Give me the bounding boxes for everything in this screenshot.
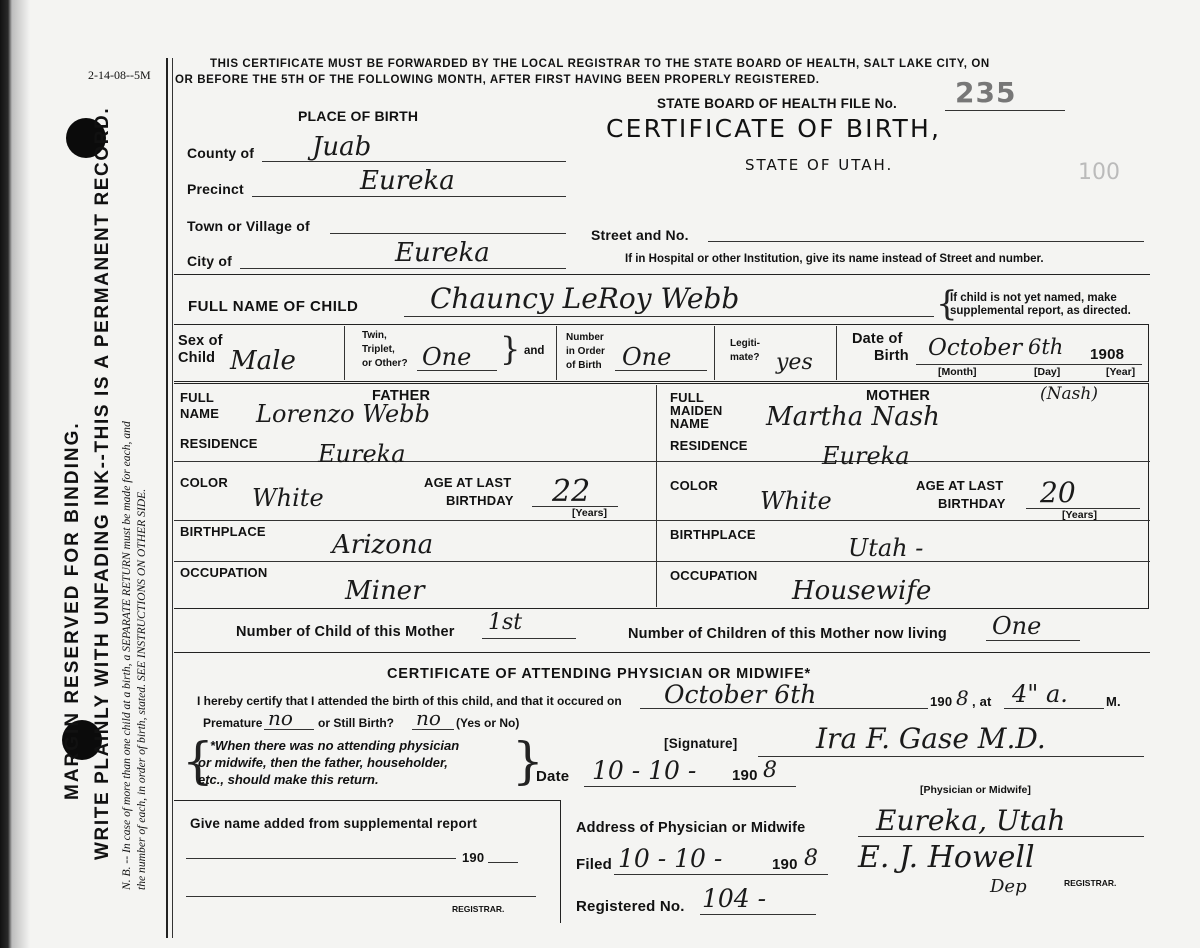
county-value: Juab	[312, 132, 372, 162]
margin-note-line2: the number of each, in order of birth, stated. SEE INSTRUCTIONS ON OTHER SIDE.	[135, 488, 148, 890]
still-birth-value: no	[416, 706, 441, 730]
supplemental-line-2	[186, 896, 536, 897]
filed-date: 10 - 10 -	[618, 844, 723, 873]
city-label: City of	[187, 253, 232, 269]
father-birthplace-value: Arizona	[332, 530, 434, 560]
county-line	[262, 161, 566, 162]
father-occupation-label: OCCUPATION	[180, 565, 268, 580]
registered-no-line	[700, 914, 816, 915]
mother-occupation-label: OCCUPATION	[670, 568, 758, 583]
sex-label-2: Child	[178, 350, 216, 366]
dob-label-2: Birth	[874, 348, 909, 364]
margin-binding-text: WRITE PLAINLY WITH UNFADING INK--THIS IS A PERMANENT RECORD.	[92, 106, 113, 860]
mother-years-label: [Years]	[1062, 509, 1098, 521]
father-age-label-2: BIRTHDAY	[446, 493, 514, 508]
physician-birth-date: October 6th	[664, 680, 817, 709]
mother-name-label-2: MAIDEN	[670, 403, 723, 418]
father-birthplace-label: BIRTHPLACE	[180, 524, 266, 539]
cert-date-value: 10 - 10 -	[592, 756, 697, 785]
filed-label: Filed	[576, 856, 613, 873]
street-label: Street and No.	[591, 227, 689, 243]
mother-birthplace-label: BIRTHPLACE	[670, 527, 756, 542]
order-label-3: of Birth	[566, 360, 602, 371]
father-age-value: 22	[552, 474, 591, 509]
physician-year-prefix: 190	[930, 694, 953, 709]
form-left-border-inner	[172, 58, 173, 938]
file-number-line	[945, 110, 1065, 111]
section-divider-name	[174, 274, 1150, 275]
father-color-label: COLOR	[180, 475, 228, 490]
header-notice-line1: THIS CERTIFICATE MUST BE FORWARDED BY THE LOCAL REGISTRAR TO THE STATE BOARD OF HEALTH, SALT LAKE CITY, ON	[210, 58, 990, 70]
order-value: One	[622, 343, 672, 371]
page-edge-shadow	[0, 0, 30, 948]
physician-note-line3: etc., should make this return.	[198, 772, 379, 787]
father-name-label-1: FULL	[180, 390, 215, 405]
registered-no-value: 104 -	[702, 884, 767, 913]
mother-birthplace-value: Utah -	[848, 534, 924, 562]
county-label: County of	[187, 145, 255, 161]
unnamed-note-line1: If child is not yet named, make	[950, 292, 1117, 304]
header-notice-line2: OR BEFORE THE 5TH OF THE FOLLOWING MONTH, AFTER FIRST HAVING BEEN PROPERLY REGISTERED.	[175, 74, 820, 86]
supplemental-registrar-label: REGISTRAR.	[452, 904, 505, 914]
file-number: 235	[955, 76, 1017, 109]
parents-row-line-3	[174, 561, 1150, 562]
twin-label-3: or Other?	[362, 358, 408, 369]
place-of-birth-heading: PLACE OF BIRTH	[298, 108, 419, 124]
premature-value: no	[268, 706, 293, 730]
sex-label-1: Sex of	[178, 333, 223, 349]
dob-year: 1908	[1090, 346, 1125, 363]
mother-age-value: 20	[1040, 476, 1076, 509]
dob-day-label: [Day]	[1034, 366, 1061, 378]
twin-line	[417, 370, 497, 371]
precinct-label: Precinct	[187, 181, 244, 197]
twin-label-2: Triplet,	[362, 344, 395, 355]
filed-date-line	[614, 874, 828, 875]
supplemental-year-line	[488, 862, 518, 863]
parents-row-line-2	[174, 520, 1150, 521]
child-number-label: Number of Child of this Mother	[236, 624, 455, 640]
and-label: and	[524, 345, 545, 357]
physician-at-label: , at	[972, 694, 992, 709]
physician-or-midwife-label: [Physician or Midwife]	[920, 784, 1031, 796]
father-color-value: White	[252, 484, 324, 512]
child-divider-4	[836, 326, 837, 380]
sex-value: Male	[230, 346, 296, 376]
supplemental-year-prefix: 190	[462, 850, 485, 865]
cert-date-line	[584, 786, 796, 787]
legit-label-2: mate?	[730, 352, 760, 363]
note-brace-left: {	[182, 732, 214, 790]
mother-residence-value: Eureka	[822, 442, 910, 470]
mother-age-label-1: AGE AT LAST	[916, 478, 1004, 493]
physician-certify-text: I hereby certify that I attended the birth of this child, and that it occured on	[197, 694, 622, 708]
twin-brace: }	[500, 330, 521, 368]
father-occupation-value: Miner	[345, 576, 425, 606]
father-age-label-1: AGE AT LAST	[424, 475, 512, 490]
yes-no-label: (Yes or No)	[456, 716, 520, 730]
cert-date-label: Date	[536, 768, 570, 785]
supplemental-heading: Give name added from supplemental report	[190, 816, 478, 831]
dob-month: October	[928, 335, 1023, 361]
father-name-value: Lorenzo Webb	[256, 400, 430, 428]
father-name-label-2: NAME	[180, 406, 220, 421]
dob-day: 6th	[1028, 335, 1064, 359]
child-number-line	[482, 638, 576, 639]
registrar-signature: E. J. Howell	[858, 840, 1035, 875]
registrar-dep: Dep	[990, 876, 1027, 897]
physician-m-label: M.	[1106, 694, 1121, 709]
order-label-2: in Order	[566, 346, 605, 357]
twin-value: One	[422, 343, 472, 371]
note-brace-right: }	[512, 732, 544, 790]
physician-address-label: Address of Physician or Midwife	[576, 820, 806, 836]
city-line	[240, 268, 566, 269]
mother-name-value: Martha Nash	[766, 402, 940, 432]
file-label: STATE BOARD OF HEALTH FILE No.	[657, 96, 897, 111]
order-line	[615, 370, 707, 371]
physician-heading: CERTIFICATE OF ATTENDING PHYSICIAN OR MIDWIFE*	[387, 666, 811, 682]
child-divider-1	[344, 326, 345, 380]
mother-occupation-value: Housewife	[792, 576, 932, 606]
children-living-line	[986, 640, 1080, 641]
premature-label: Premature	[203, 716, 263, 730]
father-heading: FATHER	[372, 388, 431, 404]
corner-note: 100	[1078, 160, 1120, 185]
mother-name-label-3: NAME	[670, 416, 710, 431]
unnamed-brace: {	[936, 284, 958, 324]
hospital-note: If in Hospital or other Institution, give its name instead of Street and number.	[625, 253, 1044, 265]
cert-year-prefix: 190	[732, 767, 758, 784]
legit-label-1: Legiti-	[730, 338, 760, 349]
children-living-label: Number of Children of this Mother now living	[628, 626, 947, 642]
mother-name-label-1: FULL	[670, 390, 705, 405]
physician-address-value: Eureka, Utah	[876, 804, 1066, 837]
filed-year-prefix: 190	[772, 856, 798, 873]
child-name-value: Chauncy LeRoy Webb	[430, 282, 740, 315]
premature-line	[264, 729, 314, 730]
father-residence-label: RESIDENCE	[180, 436, 258, 451]
child-divider-3	[714, 326, 715, 380]
signature-label: [Signature]	[664, 736, 738, 751]
registered-no-label: Registered No.	[576, 898, 685, 915]
child-name-line	[404, 316, 934, 317]
precinct-line	[252, 196, 566, 197]
legit-value: yes	[776, 350, 813, 375]
order-label-1: Number	[566, 332, 604, 343]
twin-label-1: Twin,	[362, 330, 387, 341]
dob-year-label: [Year]	[1106, 366, 1136, 378]
mother-name-note: (Nash)	[1040, 384, 1098, 404]
physician-time-line	[1004, 708, 1104, 709]
form-left-border	[166, 58, 168, 938]
section-divider-physician	[174, 652, 1150, 653]
father-years-label: [Years]	[572, 507, 608, 519]
mother-age-label-2: BIRTHDAY	[938, 496, 1006, 511]
child-name-label: FULL NAME OF CHILD	[188, 298, 359, 315]
physician-year-suffix: 8	[956, 686, 969, 710]
mother-color-value: White	[760, 487, 832, 515]
margin-note-line1: N. B. -- In case of more than one child at a birth, a SEPARATE RETURN must be made for each, and	[120, 421, 133, 890]
mother-color-label: COLOR	[670, 478, 718, 493]
still-birth-line	[412, 729, 454, 730]
filed-year-suffix: 8	[804, 846, 818, 871]
dob-line	[916, 364, 1142, 365]
child-number-value: 1st	[488, 610, 523, 635]
margin-reserved-text: MARGIN RESERVED FOR BINDING.	[62, 421, 83, 800]
town-label: Town or Village of	[187, 218, 310, 234]
physician-address-line	[858, 836, 1144, 837]
dob-label-1: Date of	[852, 331, 903, 347]
precinct-value: Eureka	[360, 166, 455, 196]
child-divider-2	[556, 326, 557, 380]
father-residence-value: Eureka	[318, 440, 406, 468]
physician-note-line2: or midwife, then the father, householder,	[198, 755, 448, 770]
city-value: Eureka	[395, 238, 490, 268]
physician-time: 4" a.	[1012, 680, 1068, 708]
still-birth-label: or Still Birth?	[318, 716, 394, 730]
town-line	[330, 233, 566, 234]
unnamed-note-line2: supplemental report, as directed.	[950, 305, 1131, 317]
mother-heading: MOTHER	[866, 388, 931, 404]
cert-year-suffix: 8	[763, 758, 777, 783]
children-living-value: One	[992, 612, 1042, 640]
street-line	[708, 241, 1144, 242]
mother-residence-label: RESIDENCE	[670, 438, 748, 453]
certificate-title: CERTIFICATE OF BIRTH,	[606, 114, 942, 143]
dob-month-label: [Month]	[938, 366, 977, 378]
form-code: 2-14-08--5M	[88, 68, 151, 82]
physician-note-line1: *When there was no attending physician	[210, 738, 460, 753]
physician-signature: Ira F. Gase M.D.	[816, 722, 1046, 755]
certificate-subtitle: STATE OF UTAH.	[745, 156, 894, 174]
physician-birth-date-line	[640, 708, 928, 709]
parents-divider	[656, 385, 657, 607]
registrar-label: REGISTRAR.	[1064, 878, 1117, 888]
signature-line	[758, 756, 1144, 757]
supplemental-line-1	[186, 858, 456, 859]
